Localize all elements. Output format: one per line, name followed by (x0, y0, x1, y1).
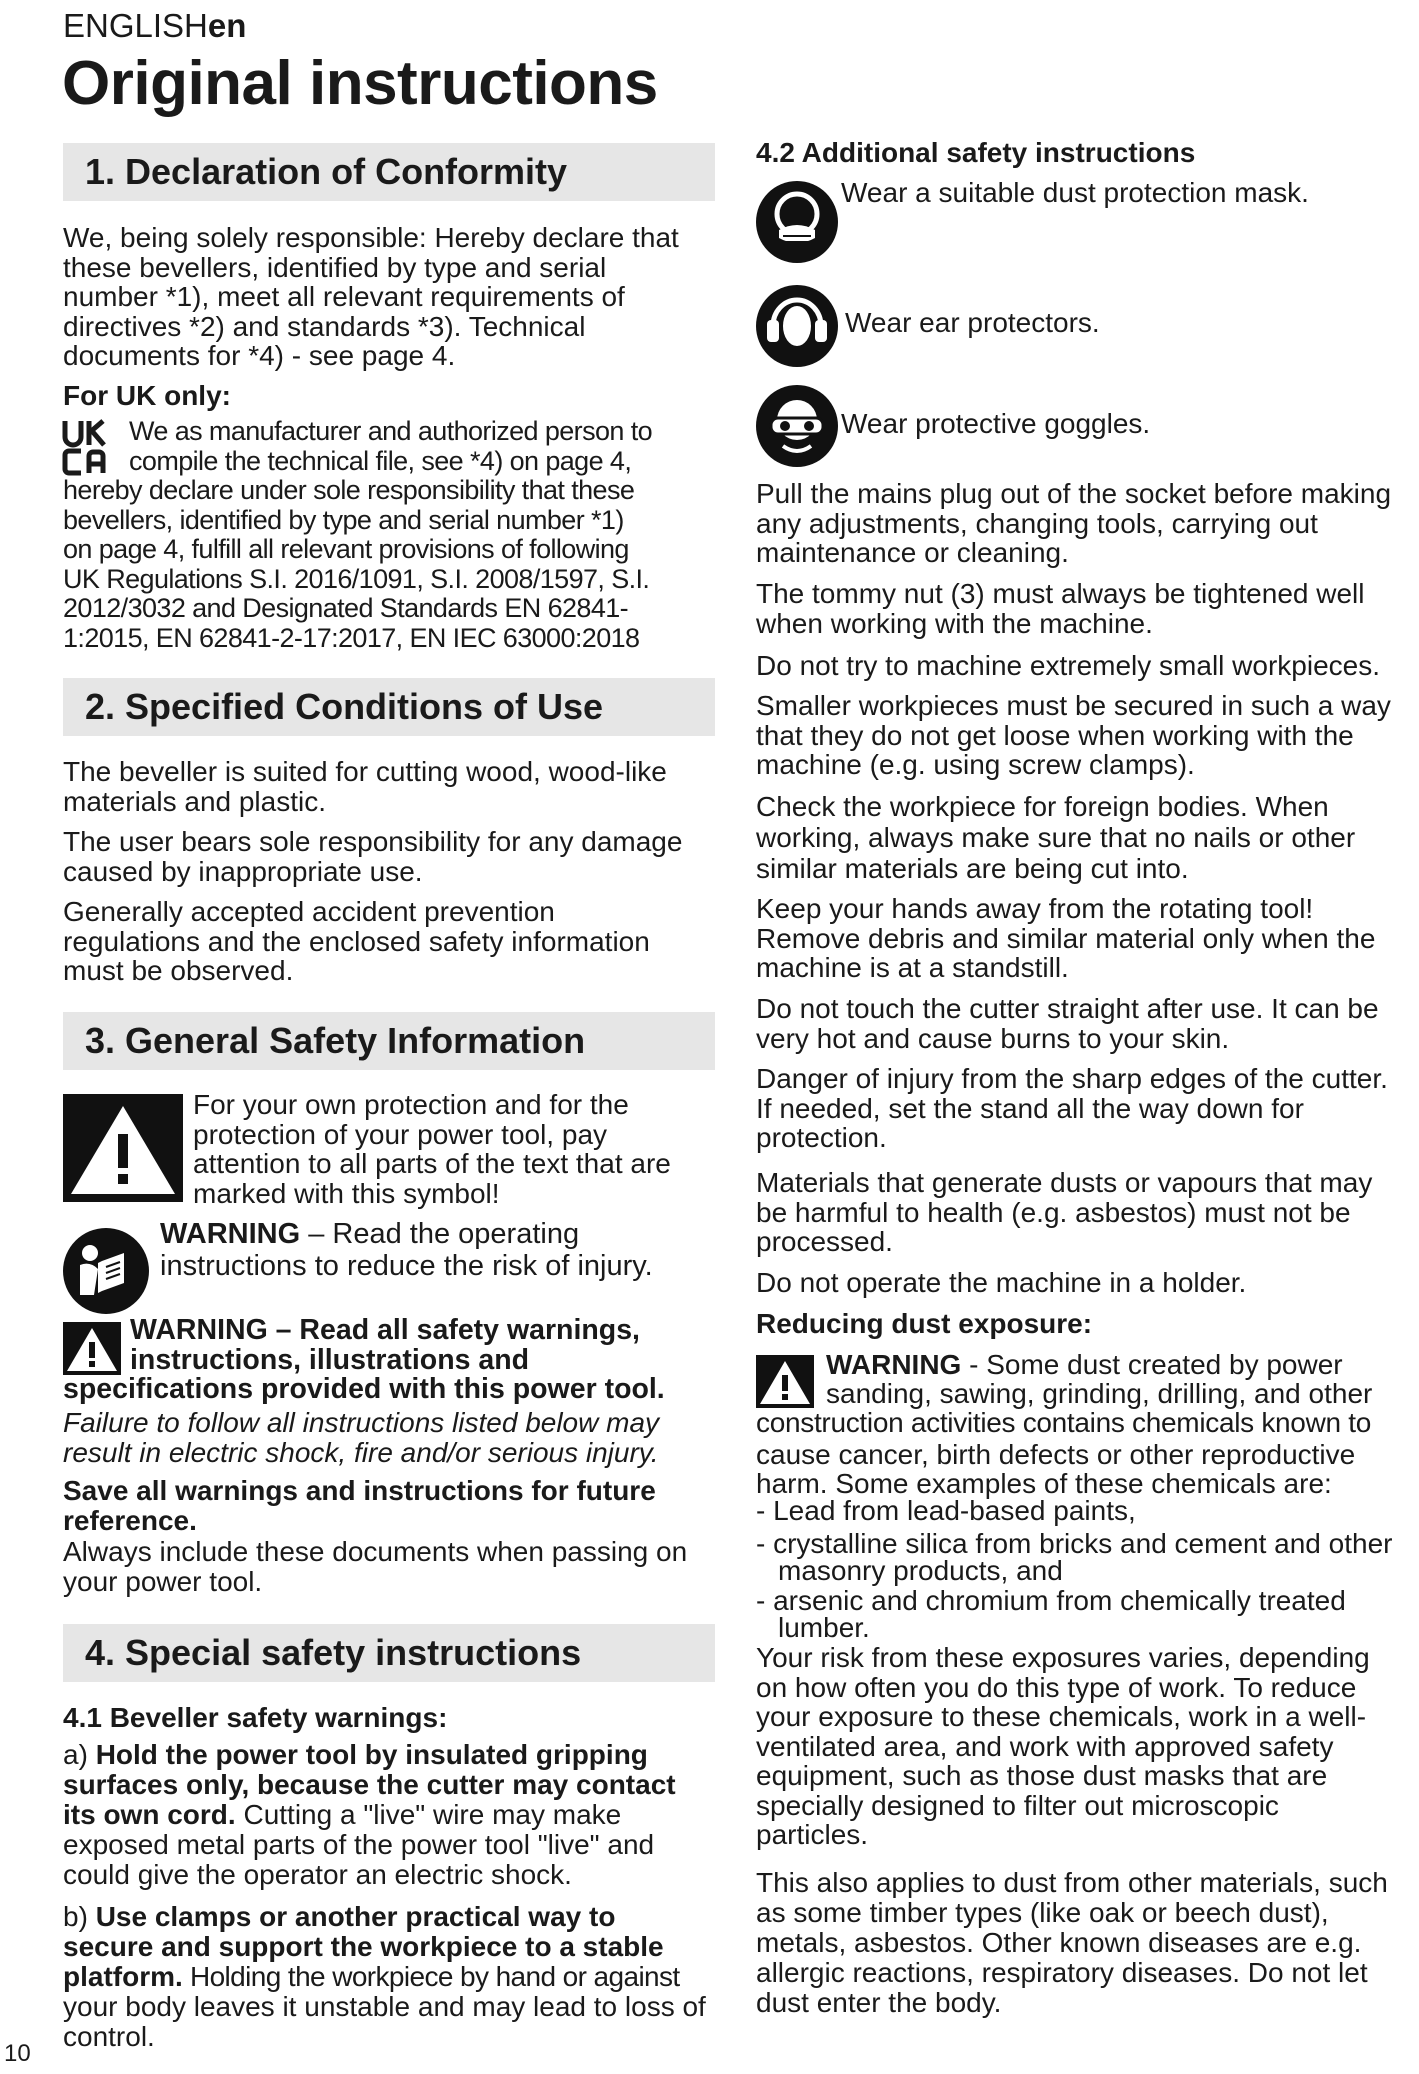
section-1-heading: 1. Declaration of Conformity (63, 143, 715, 201)
declaration-line: number *1), meet all relevant requirements of (63, 281, 625, 312)
text-line: construction activities contains chemicals known to (756, 1407, 1371, 1438)
symbol-notice (193, 1090, 713, 1208)
text-line: your power tool. (63, 1565, 263, 1597)
dust-mask-icon (755, 180, 839, 264)
warning-b (63, 1902, 723, 2052)
text-line: machine is at a standstill. (756, 952, 1069, 983)
text-line: Do not try to machine extremely small workpieces. (756, 650, 1380, 681)
language-label: ENGLISHen (63, 7, 247, 44)
text-line: Save all warnings and instructions for future (63, 1475, 656, 1506)
text-line: Always include these documents when passing on (63, 1536, 688, 1567)
text-line: ventilated area, and work with approved safety (756, 1730, 1334, 1762)
use-paragraph (63, 757, 723, 816)
text-line: a) Hold the power tool by insulated gripping (63, 1739, 648, 1770)
section-3-heading: 3. General Safety Information (63, 1012, 715, 1070)
safety-para (756, 1168, 1416, 1257)
text-line: allergic reactions, respiratory diseases. Do not let (756, 1957, 1368, 1988)
text-line: Generally accepted accident prevention (63, 896, 555, 927)
declaration-line: documents for *4) - see page 4. (63, 340, 456, 371)
save-warnings (63, 1476, 723, 1535)
text-line: platform. Holding the workpiece by hand or against (63, 1961, 680, 1992)
text-line: working, always make sure that no nails or other (756, 822, 1356, 853)
text-line: instructions to reduce the risk of injury. (160, 1250, 653, 1282)
safety-para (756, 894, 1416, 983)
uk-line: bevellers, identified by type and serial number *1) (63, 504, 624, 535)
safety-para (756, 1268, 1416, 1298)
text-line: regulations and the enclosed safety information (63, 925, 650, 957)
text-line: The tommy nut (3) must always be tightened well (756, 578, 1365, 609)
text-line: could give the operator an electric shock. (63, 1859, 572, 1890)
text-line: protection of your power tool, pay (193, 1118, 608, 1150)
chemical-list-item (756, 1587, 1416, 1641)
safety-para (756, 1064, 1416, 1153)
regulations-paragraph (63, 897, 723, 986)
safety-para (756, 691, 1416, 780)
text-line: instructions, illustrations and (130, 1343, 530, 1376)
text-line: Smaller workpieces must be secured in such a way (756, 690, 1391, 721)
text-line: WARNING – Read the operating (160, 1218, 580, 1250)
text-line: Check the workpiece for foreign bodies. When (756, 791, 1329, 822)
section-4-heading: 4. Special safety instructions (63, 1624, 715, 1682)
failure-warning (63, 1408, 723, 1467)
text-line: on how often you do this type of work. To reduce (756, 1671, 1357, 1703)
text-line: your body leaves it unstable and may lead to loss of (63, 1991, 706, 2022)
text-line: lumber. (778, 1612, 870, 1643)
declaration-line: directives *2) and standards *3). Technical (63, 310, 586, 342)
text-line: masonry products, and (778, 1555, 1063, 1586)
text-line: control. (63, 2021, 155, 2052)
read-instructions-warning (160, 1218, 720, 1282)
uk-line: 1:2015, EN 62841-2-17:2017, EN IEC 63000:2018 (63, 622, 640, 653)
text-line: result in electric shock, fire and/or serious injury. (63, 1436, 659, 1468)
section-2-heading: 2. Specified Conditions of Use (63, 678, 715, 736)
text-line: specifications provided with this power tool. (63, 1373, 665, 1405)
text-line: Pull the mains plug out of the socket before making (756, 478, 1392, 509)
text-line: Materials that generate dusts or vapours that may (756, 1167, 1373, 1198)
text-line: specially designed to filter out microscopic (756, 1789, 1279, 1821)
text-line: materials and plastic. (63, 785, 327, 817)
subsection-4-2-heading: 4.2 Additional safety instructions (756, 137, 1196, 168)
uk-line: compile the technical file, see *4) on page 4, (129, 445, 632, 476)
declaration-line: We, being solely responsible: Hereby declare that (63, 222, 679, 253)
text-line: WARNING – Read all safety warnings, (130, 1314, 640, 1346)
text-line: This also applies to dust from other materials, such (756, 1867, 1388, 1898)
text-line: sanding, sawing, grinding, drilling, and other (826, 1378, 1373, 1409)
uk-line: 2012/3032 and Designated Standards EN 62841- (63, 593, 629, 623)
safety-para (756, 479, 1416, 568)
goggles-icon (755, 384, 839, 468)
text-line: Failure to follow all instructions listed below may (63, 1407, 660, 1438)
declaration-line: these bevellers, identified by type and serial (63, 251, 607, 283)
text-line: attention to all parts of the text that are (193, 1148, 671, 1179)
text-line: Remove debris and similar material only when the (756, 922, 1376, 954)
text-line: - arsenic and chromium from chemically treated (756, 1585, 1346, 1616)
text-line: metals, asbestos. Other known diseases are e.g. (756, 1927, 1362, 1958)
text-line: particles. (756, 1819, 869, 1850)
uk-declaration-text (63, 417, 723, 653)
text-line: Danger of injury from the sharp edges of the cutter. (756, 1063, 1388, 1094)
goggles-instruction: Wear protective goggles. (841, 408, 1151, 439)
safety-para (756, 651, 1416, 681)
text-line: any adjustments, changing tools, carrying out (756, 507, 1318, 539)
read-manual-icon (62, 1227, 150, 1315)
text-line: b) Use clamps or another practical way to (63, 1901, 616, 1932)
text-line: very hot and cause burns to your skin. (756, 1022, 1230, 1054)
text-line: protection. (756, 1122, 887, 1153)
safety-para (756, 791, 1416, 884)
risk-paragraph (756, 1643, 1416, 1850)
text-line: harm. Some examples of these chemicals are: (756, 1468, 1332, 1499)
text-line: your exposure to these chemicals, work in a well- (756, 1701, 1367, 1732)
text-line: cause cancer, birth defects or other reproductive (756, 1439, 1356, 1470)
safety-para (756, 579, 1416, 638)
text-line: If needed, set the stand all the way down for (756, 1092, 1304, 1124)
text-line: reference. (63, 1504, 197, 1536)
uk-line: UK Regulations S.I. 2016/1091, S.I. 2008/1597, S.I. (63, 563, 650, 594)
safety-para (756, 994, 1416, 1053)
dust-warning (756, 1350, 1416, 1498)
text-line: - crystalline silica from bricks and cement and other (756, 1528, 1393, 1559)
text-line: surfaces only, because the cutter may contact (63, 1769, 676, 1800)
uk-only-heading: For UK only: (63, 380, 231, 411)
warning-triangle-icon (63, 1094, 183, 1202)
text-line: Do not touch the cutter straight after use. It can be (756, 993, 1379, 1024)
uk-line: on page 4, fulfill all relevant provisions of following (63, 534, 629, 564)
text-line: its own cord. Cutting a "live" wire may make (63, 1799, 622, 1830)
text-line: that they do not get loose when working with the (756, 719, 1354, 751)
text-line: Keep your hands away from the rotating tool! (756, 893, 1314, 924)
text-line: Your risk from these exposures varies, depending (756, 1642, 1370, 1673)
text-line: maintenance or cleaning. (756, 537, 1069, 568)
text-line: equipment, such as those dust masks that are (756, 1760, 1328, 1791)
text-line: as some timber types (like oak or beech dust), (756, 1897, 1329, 1928)
subsection-4-1-heading: 4.1 Beveller safety warnings: (63, 1702, 448, 1733)
ear-protection-icon (755, 284, 839, 368)
ear-instruction: Wear ear protectors. (845, 307, 1100, 338)
text-line: exposed metal parts of the power tool "live" and (63, 1829, 655, 1860)
chemical-list-item (756, 1530, 1416, 1584)
other-materials-paragraph (756, 1868, 1416, 2018)
text-line: marked with this symbol! (193, 1177, 500, 1209)
text-line: - Lead from lead-based paints, (756, 1495, 1136, 1526)
text-line: machine (e.g. using screw clamps). (756, 749, 1195, 780)
page-number: 10 (4, 2040, 31, 2067)
text-line: processed. (756, 1226, 893, 1257)
include-documents (63, 1537, 723, 1596)
text-line: similar materials are being cut into. (756, 853, 1189, 884)
text-line: secure and support the workpiece to a stable (63, 1931, 664, 1962)
text-line: must be observed. (63, 955, 294, 986)
text-line: be harmful to health (e.g. asbestos) must not be (756, 1196, 1351, 1228)
mask-instruction: Wear a suitable dust protection mask. (841, 177, 1309, 208)
text-line: WARNING - Some dust created by power (826, 1349, 1343, 1380)
dust-exposure-heading: Reducing dust exposure: (756, 1308, 1093, 1339)
text-line: dust enter the body. (756, 1987, 1002, 2018)
text-line: caused by inappropriate use. (63, 855, 423, 887)
uk-line: We as manufacturer and authorized person to (129, 416, 653, 446)
responsibility-paragraph (63, 827, 723, 886)
page-title: Original instructions (62, 49, 658, 118)
uk-line: hereby declare under sole responsibility that these (63, 475, 635, 505)
warning-a (63, 1740, 723, 1890)
chemical-list-item (756, 1497, 1416, 1524)
text-line: The user bears sole responsibility for any damage (63, 826, 683, 857)
declaration-text (63, 223, 723, 371)
text-line: Do not operate the machine in a holder. (756, 1267, 1247, 1298)
text-line: when working with the machine. (756, 607, 1153, 639)
text-line: For your own protection and for the (193, 1089, 629, 1120)
text-line: The beveller is suited for cutting wood, wood-like (63, 756, 667, 787)
read-all-warnings (63, 1316, 723, 1405)
